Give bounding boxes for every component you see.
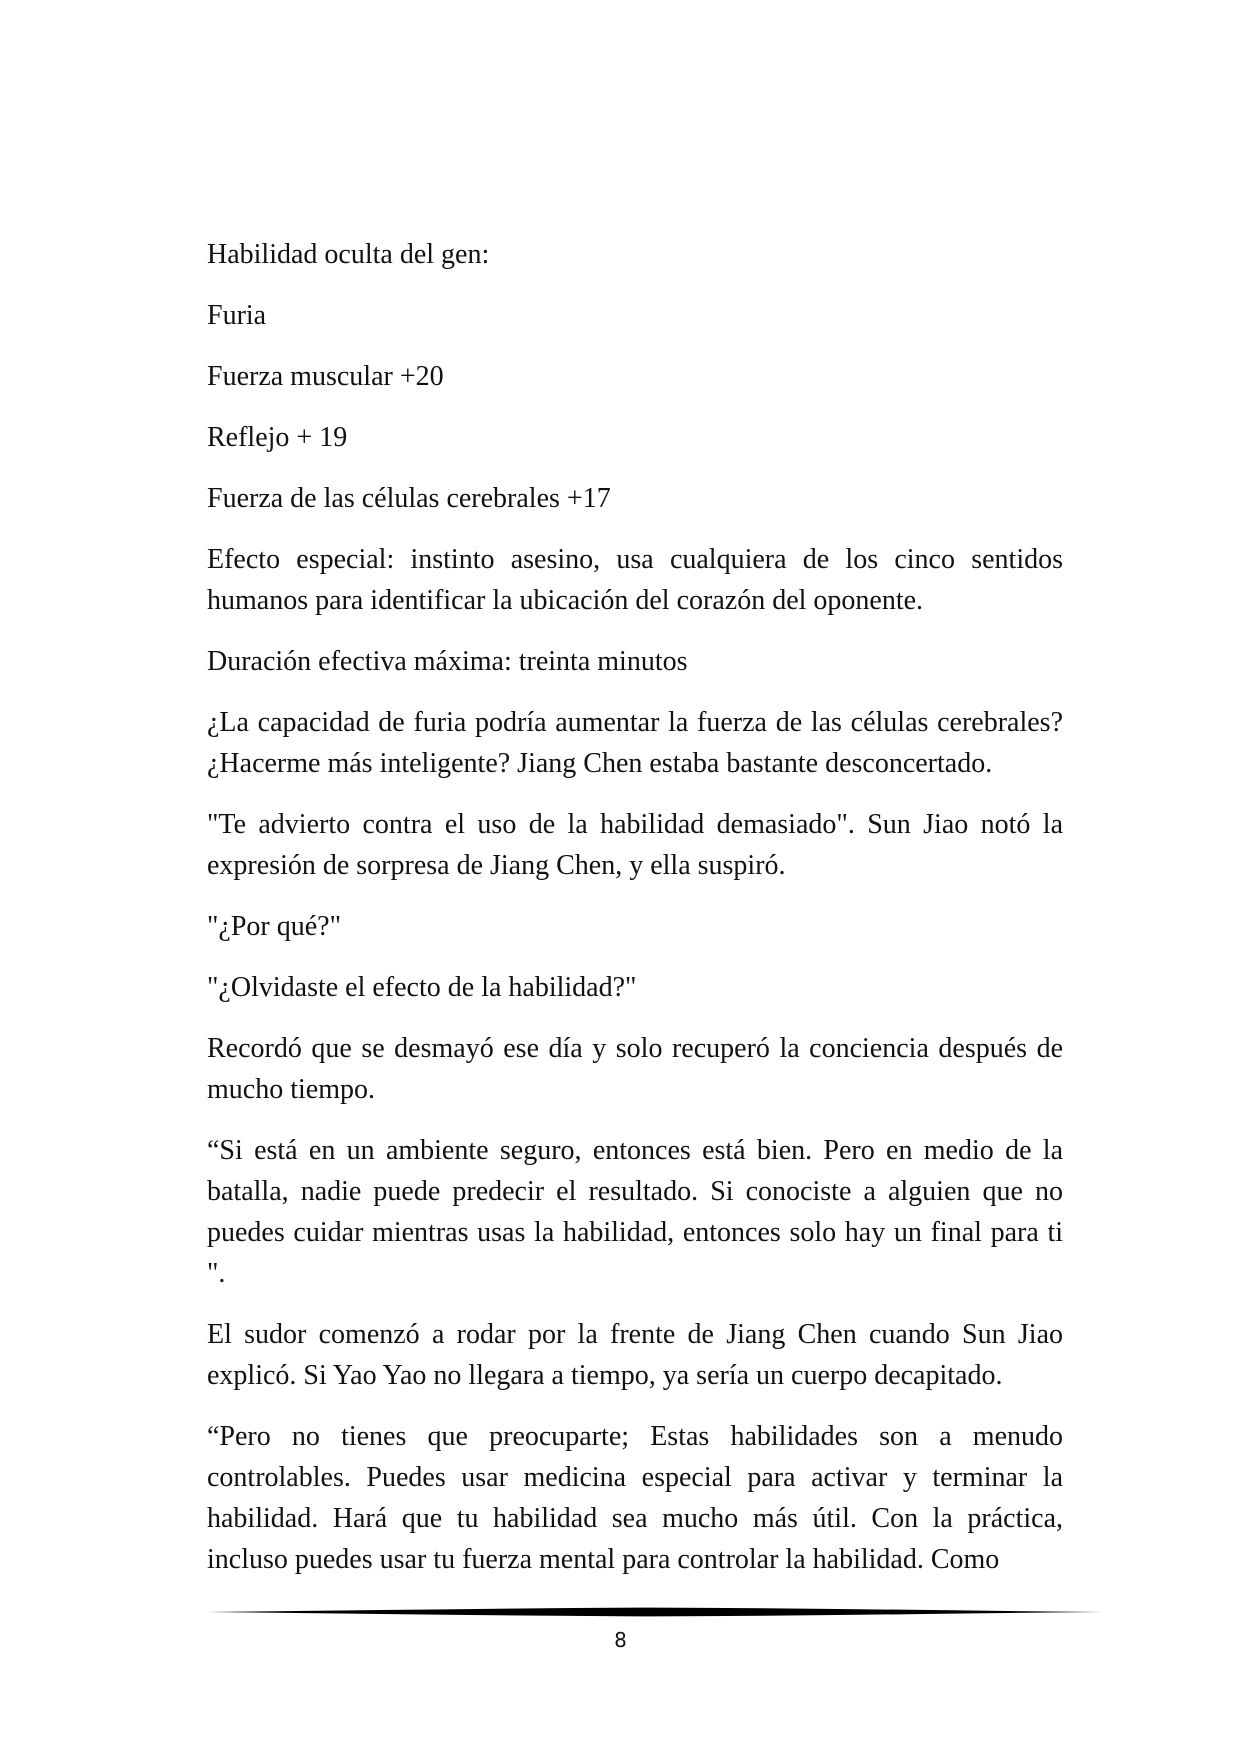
paragraph-reflex: Reflejo + 19	[207, 422, 348, 453]
paragraph-brain-cell-strength: Fuerza de las células cerebrales +17	[207, 483, 611, 514]
paragraph-max-duration: Duración efectiva máxima: treinta minutos	[207, 646, 688, 677]
paragraph-fury: Furia	[207, 300, 267, 331]
paragraph-safe-environment: “Si está en un ambiente seguro, entonces está bien. Pero en medio de la batalla, nadie puede predecir el resultado. Si conociste a alguien que no puedes cuidar mientras usas la habilidad, entonces solo hay un final para ti ".	[207, 1135, 1063, 1289]
paragraph-gene-hidden-ability: Habilidad oculta del gen:	[207, 239, 490, 270]
paragraph-fury-question: ¿La capacidad de furia podría aumentar la fuerza de las células cerebrales? ¿Hacerme más inteligente? Jiang Chen estaba bastante desconcertado.	[207, 707, 1063, 779]
paragraph-sweat: El sudor comenzó a rodar por la frente de Jiang Chen cuando Sun Jiao explicó. Si Yao Yao no llegara a tiempo, ya sería un cuerpo decapitado.	[207, 1319, 1063, 1391]
paragraph-muscle-strength: Fuerza muscular +20	[207, 361, 444, 392]
body-text	[207, 234, 1063, 1600]
paragraph-forgot-effect: "¿Olvidaste el efecto de la habilidad?"	[207, 972, 637, 1003]
paragraph-fainted: Recordó que se desmayó ese día y solo recuperó la conciencia después de mucho tiempo.	[207, 1033, 1063, 1105]
paragraph-why: "¿Por qué?"	[207, 911, 342, 942]
paragraph-controllable: “Pero no tienes que preocuparte; Estas habilidades son a menudo controlables. Puedes usar medicina especial para activar y terminar la habilidad. Hará que tu habilidad sea mucho más útil. Con la práctica, incluso puedes usar tu fuerza mental para controlar la habilidad. Como	[207, 1421, 1063, 1575]
page-number: 8	[614, 1628, 627, 1652]
footer-divider	[207, 1606, 1103, 1618]
paragraph-warning: "Te advierto contra el uso de la habilidad demasiado". Sun Jiao notó la expresión de sorpresa de Jiang Chen, y ella suspiró.	[207, 809, 1063, 881]
paragraph-special-effect: Efecto especial: instinto asesino, usa cualquiera de los cinco sentidos humanos para identificar la ubicación del corazón del oponente.	[207, 544, 1063, 616]
